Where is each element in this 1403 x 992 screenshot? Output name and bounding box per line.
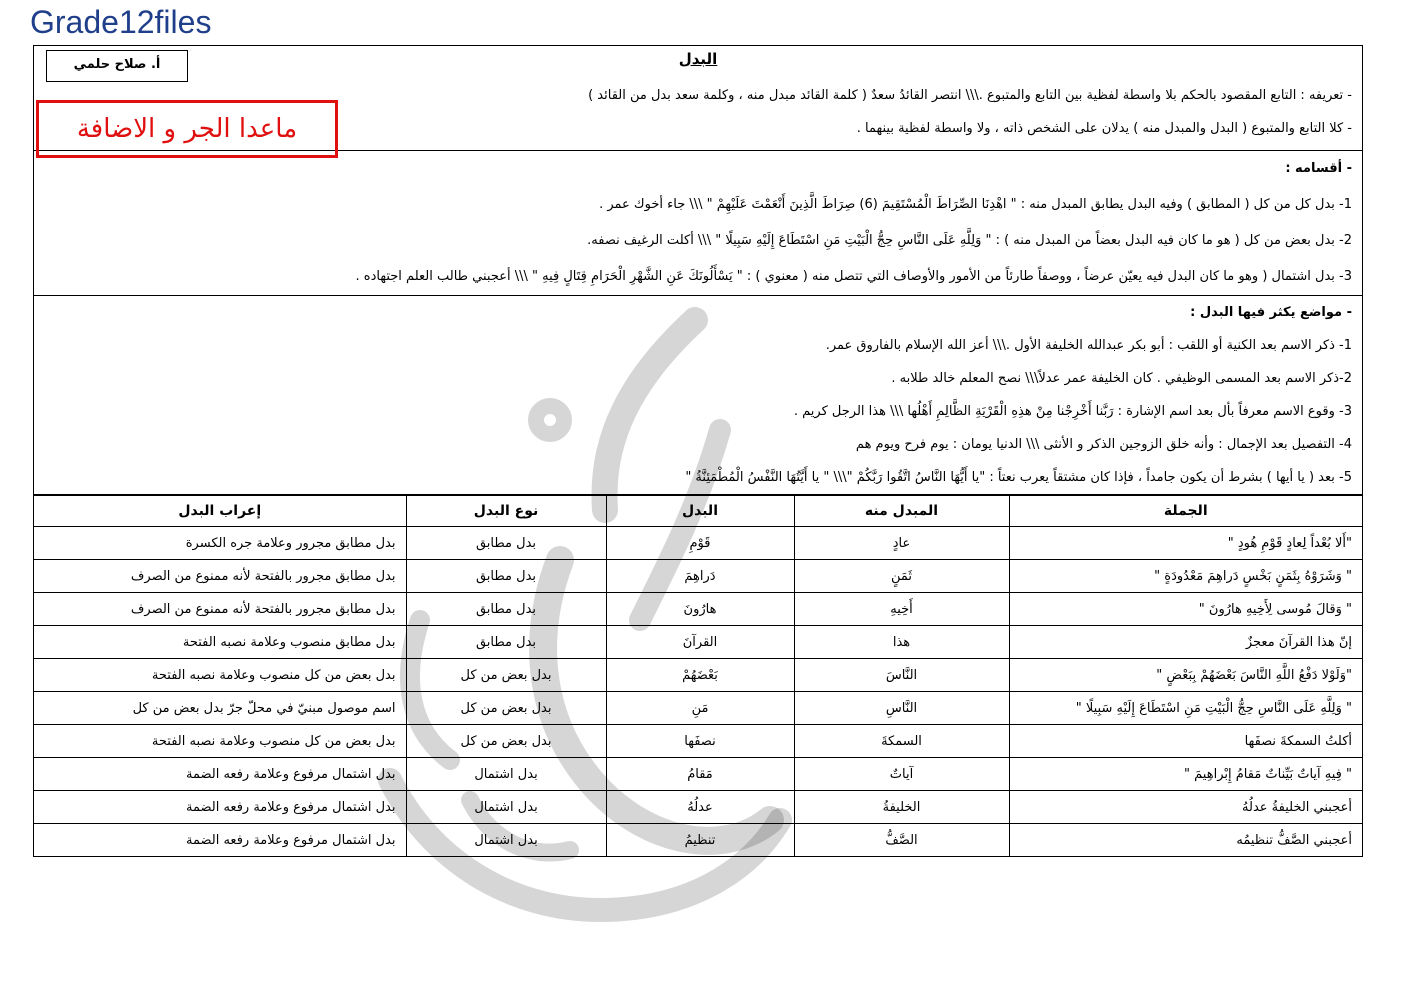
- cell-sentence: أعجبني الصَّفُّ تنظيمُه: [1009, 824, 1362, 857]
- places-section: [34, 295, 1362, 494]
- examples-table-section: [34, 494, 1362, 856]
- cell-mubdal-minhu: السمكةَ: [794, 725, 1009, 758]
- cell-badal: القرآنَ: [606, 626, 794, 659]
- cell-badal-type: بدل مطابق: [406, 560, 606, 593]
- cell-sentence: " وَلِلَّهِ عَلَى النَّاسِ حِجُّ الْبَيْتِ مَنِ اسْتَطَاعَ إِلَيْهِ سَبِيلًا ": [1009, 692, 1362, 725]
- cell-irab: اسم موصول مبنيّ في محلّ جرّ بدل بعض من كل: [34, 692, 406, 725]
- cell-sentence: " وَشَرَوْهُ بِثَمَنٍ بَخْسٍ دَراهِمَ مَعْدُودَةٍ ": [1009, 560, 1362, 593]
- cell-badal-type: بدل اشتمال: [406, 791, 606, 824]
- cell-irab: بدل بعض من كل منصوب وعلامة نصبه الفتحة: [34, 725, 406, 758]
- place-item: 4- التفصيل بعد الإجمال : وأنه خلق الزوجين الذكر و الأنثى \\\ الدنيا يومان : يوم فرح ويوم هم: [855, 437, 1352, 452]
- table-row: [34, 560, 1362, 593]
- author-box: أ. صلاح حلمي: [46, 50, 188, 82]
- cell-irab: بدل اشتمال مرفوع وعلامة رفعه الضمة: [34, 758, 406, 791]
- cell-badal-type: بدل مطابق: [406, 593, 606, 626]
- section-heading: - مواضع يكثر فيها البدل :: [1190, 305, 1352, 320]
- cell-mubdal-minhu: عادٍ: [794, 527, 1009, 560]
- cell-badal: هارُونَ: [606, 593, 794, 626]
- cell-badal: دَراهِمَ: [606, 560, 794, 593]
- cell-mubdal-minhu: الصَّفُّ: [794, 824, 1009, 857]
- cell-badal-type: بدل بعض من كل: [406, 659, 606, 692]
- cell-badal: نصفَها: [606, 725, 794, 758]
- cell-sentence: "وَلَوْلا دَفْعُ اللَّهِ النَّاسَ بَعْضَهُمْ بِبَعْضٍ ": [1009, 659, 1362, 692]
- cell-mubdal-minhu: النَّاسَ: [794, 659, 1009, 692]
- cell-badal-type: بدل مطابق: [406, 527, 606, 560]
- page-title: البدل: [678, 50, 718, 68]
- examples-table: [34, 495, 1362, 856]
- cell-sentence: أعجبني الخليفةُ عدلُهُ: [1009, 791, 1362, 824]
- definition-line: - تعريفه : التابع المقصود بالحكم بلا واسطة لفظية بين التابع والمتبوع .\\\ انتصر القائدُ سعدٌ ( كلمة القائد مبدل منه ، وكلمة سعد بدل من القائد ): [588, 88, 1352, 103]
- place-item: 5- بعد ( يا أيها ) بشرط أن يكون جامداً ، فإذا كان مشتقاً يعرب نعتاً : "يا أَيُّهَا النَّاسُ اتَّقُوا رَبَّكُمْ "\\\ " يا أَيَّتُهَا النَّفْسُ الْمُطْمَئِنَّةُ ": [685, 470, 1352, 485]
- cell-badal: مَنِ: [606, 692, 794, 725]
- cell-badal: مَقامُ: [606, 758, 794, 791]
- section-heading: - أقسامه :: [1285, 161, 1352, 176]
- cell-badal: تنظيمُ: [606, 824, 794, 857]
- cell-irab: بدل مطابق مجرور بالفتحة لأنه ممنوع من الصرف: [34, 593, 406, 626]
- header-mubdal-minhu: المبدل منه: [794, 496, 1009, 527]
- cell-badal-type: بدل اشتمال: [406, 758, 606, 791]
- site-title: Grade12files: [30, 4, 212, 40]
- cell-mubdal-minhu: الخليفةُ: [794, 791, 1009, 824]
- cell-irab: بدل اشتمال مرفوع وعلامة رفعه الضمة: [34, 824, 406, 857]
- place-item: 1- ذكر الاسم بعد الكنية أو اللقب : أبو بكر عبدالله الخليفة الأول .\\\ أعز الله الإسلام بالفاروق عمر.: [825, 338, 1352, 353]
- definition-line: - كلا التابع والمتبوع ( البدل والمبدل منه ) يدلان على الشخص ذاته ، ولا واسطة لفظية بينهما .: [856, 121, 1352, 136]
- table-row: [34, 527, 1362, 560]
- cell-badal: بَعْضَهُمْ: [606, 659, 794, 692]
- cell-badal: عدلُهُ: [606, 791, 794, 824]
- cell-sentence: " وَقالَ مُوسى لِأَخِيهِ هارُونَ ": [1009, 593, 1362, 626]
- table-row: [34, 692, 1362, 725]
- type-item: 1- بدل كل من كل ( المطابق ) وفيه البدل يطابق المبدل منه : " اهْدِنَا الصِّرَاطَ الْمُسْتَقِيمَ (6) صِرَاطَ الَّذِينَ أَنْعَمْتَ عَلَيْهِمْ " \\\ جاء أخوك عمر .: [599, 197, 1352, 212]
- cell-irab: بدل مطابق مجرور وعلامة جره الكسرة: [34, 527, 406, 560]
- cell-mubdal-minhu: آياتٌ: [794, 758, 1009, 791]
- cell-irab: بدل بعض من كل منصوب وعلامة نصبه الفتحة: [34, 659, 406, 692]
- cell-badal-type: بدل بعض من كل: [406, 725, 606, 758]
- cell-irab: بدل مطابق مجرور بالفتحة لأنه ممنوع من الصرف: [34, 560, 406, 593]
- table-row: [34, 626, 1362, 659]
- cell-mubdal-minhu: هذا: [794, 626, 1009, 659]
- cell-sentence: "أَلا بُعْداً لِعادٍ قَوْمِ هُودٍ ": [1009, 527, 1362, 560]
- table-body: [34, 527, 1362, 857]
- cell-mubdal-minhu: أَخِيهِ: [794, 593, 1009, 626]
- cell-badal-type: بدل بعض من كل: [406, 692, 606, 725]
- place-item: 3- وقوع الاسم معرفاً بأل بعد اسم الإشارة : رَبَّنا أَخْرِجْنا مِنْ هذِهِ الْقَرْيَةِ الظَّالِمِ أَهْلُها \\\ هذا الرجل كريم .: [793, 404, 1352, 419]
- table-row: [34, 791, 1362, 824]
- header-irab: إعراب البدل: [34, 496, 406, 527]
- table-row: [34, 659, 1362, 692]
- table-row: [34, 725, 1362, 758]
- types-section: [34, 150, 1362, 295]
- header-badal: البدل: [606, 496, 794, 527]
- cell-mubdal-minhu: النَّاسِ: [794, 692, 1009, 725]
- header-sentence: الجملة: [1009, 496, 1362, 527]
- cell-badal-type: بدل مطابق: [406, 626, 606, 659]
- document-frame: [33, 45, 1363, 857]
- type-item: 3- بدل اشتمال ( وهو ما كان البدل فيه يعيّن عرضاً ، ووصفاً طارئاً من الأمور والأوصاف التي تتصل منه ( معنوي ) : " يَسْأَلُونَكَ عَنِ الشَّهْرِ الْحَرَامِ قِتَالٍ فِيهِ " \\\ أعجبني طالب العلم اجتهاده .: [355, 269, 1352, 284]
- cell-irab: بدل مطابق منصوب وعلامة نصبه الفتحة: [34, 626, 406, 659]
- type-item: 2- بدل بعض من كل ( هو ما كان فيه البدل بعضاً من المبدل منه ) : " وَلِلَّهِ عَلَى النَّاسِ حِجُّ الْبَيْتِ مَنِ اسْتَطَاعَ إِلَيْهِ سَبِيلًا " \\\ أكلت الرغيف نصفه.: [587, 233, 1352, 248]
- cell-sentence: أكلتُ السمكةَ نصفَها: [1009, 725, 1362, 758]
- table-row: [34, 758, 1362, 791]
- header-badal-type: نوع البدل: [406, 496, 606, 527]
- cell-sentence: " فِيهِ آياتٌ بَيِّناتٌ مَقامُ إِبْراهِيمَ ": [1009, 758, 1362, 791]
- cell-badal: قَوْمِ: [606, 527, 794, 560]
- cell-mubdal-minhu: ثَمَنٍ: [794, 560, 1009, 593]
- cell-sentence: إنّ هذا القرآنَ معجزٌ: [1009, 626, 1362, 659]
- cell-irab: بدل اشتمال مرفوع وعلامة رفعه الضمة: [34, 791, 406, 824]
- place-item: 2-ذكر الاسم بعد المسمى الوظيفي . كان الخليفة عمر عدلاً\\\ نصح المعلم خالد طلابه .: [891, 371, 1352, 386]
- table-header-row: [34, 496, 1362, 527]
- table-row: [34, 824, 1362, 857]
- table-row: [34, 593, 1362, 626]
- note-box: ماعدا الجر و الاضافة: [36, 100, 338, 158]
- cell-badal-type: بدل اشتمال: [406, 824, 606, 857]
- title-row: [34, 46, 1362, 84]
